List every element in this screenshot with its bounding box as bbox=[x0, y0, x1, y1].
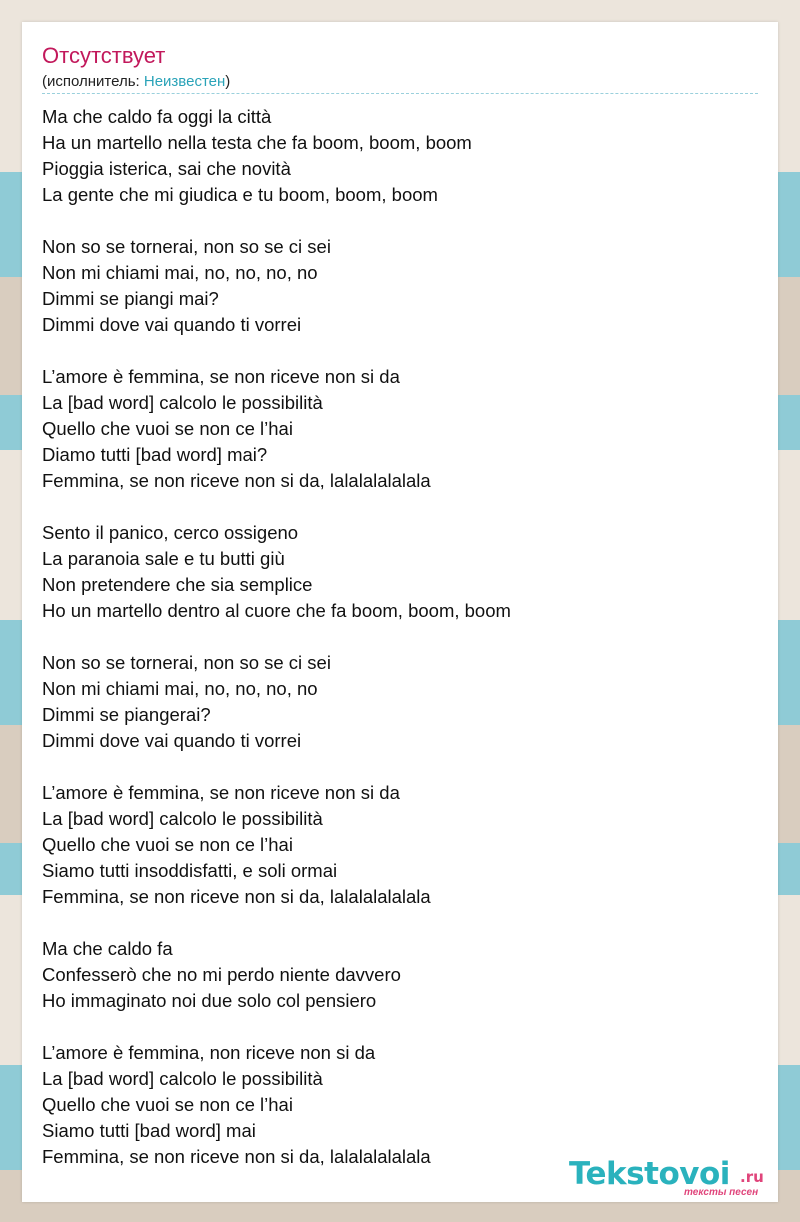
lyric-line: Ma che caldo fa bbox=[42, 938, 173, 959]
lyric-line: La paranoia sale e tu butti giù bbox=[42, 548, 285, 569]
lyric-line: Dimmi dove vai quando ti vorrei bbox=[42, 314, 302, 335]
lyric-line: Non pretendere che sia semplice bbox=[42, 574, 313, 595]
lyric-line: La [bad word] calcolo le possibilità bbox=[42, 1068, 323, 1089]
song-title: Отсутствует bbox=[42, 43, 166, 68]
lyric-line: Ho immaginato noi due solo col pensiero bbox=[42, 990, 377, 1011]
lyrics-text bbox=[42, 104, 758, 1170]
lyric-line: La [bad word] calcolo le possibilità bbox=[42, 392, 323, 413]
lyric-line: Dimmi se piangerai? bbox=[42, 704, 211, 725]
lyric-line: Sento il panico, cerco ossigeno bbox=[42, 522, 299, 543]
logo-tagline: тексты песен bbox=[684, 1187, 759, 1198]
lyric-line: Non so se tornerai, non so se ci sei bbox=[42, 236, 331, 257]
stanza-gap bbox=[42, 494, 758, 520]
lyric-line: Non so se tornerai, non so se ci sei bbox=[42, 652, 331, 673]
lyric-line: L’amore è femmina, se non riceve non si da bbox=[42, 366, 400, 387]
lyric-line: L’amore è femmina, se non riceve non si da bbox=[42, 782, 400, 803]
artist-suffix: ) bbox=[225, 73, 231, 90]
lyric-line: Femmina, se non riceve non si da, lalalalalalala bbox=[42, 886, 431, 907]
lyric-line: Femmina, se non riceve non si da, lalalalalalala bbox=[42, 470, 431, 491]
artist-link[interactable]: Неизвестен bbox=[143, 73, 226, 90]
lyric-line: Ha un martello nella testa che fa boom, boom, boom bbox=[42, 132, 472, 153]
stanza-gap bbox=[42, 338, 758, 364]
lyric-line: Siamo tutti insoddisfatti, e soli ormai bbox=[42, 860, 338, 881]
logo-tld: .ru bbox=[740, 1168, 764, 1186]
lyric-line: La [bad word] calcolo le possibilità bbox=[42, 808, 323, 829]
stanza-gap bbox=[42, 1014, 758, 1040]
lyric-line: La gente che mi giudica e tu boom, boom, boom bbox=[42, 184, 438, 205]
stanza-gap bbox=[42, 910, 758, 936]
lyric-line: Quello che vuoi se non ce l’hai bbox=[42, 1094, 293, 1115]
stanza-gap bbox=[42, 208, 758, 234]
stanza-gap bbox=[42, 624, 758, 650]
artist-line bbox=[42, 73, 230, 90]
artist-prefix: (исполнитель: bbox=[42, 73, 144, 90]
lyric-line: L’amore è femmina, non riceve non si da bbox=[42, 1042, 376, 1063]
lyric-line: Diamo tutti [bad word] mai? bbox=[42, 444, 268, 465]
lyric-line: Ho un martello dentro al cuore che fa boom, boom, boom bbox=[42, 600, 511, 621]
lyric-line: Siamo tutti [bad word] mai bbox=[42, 1120, 256, 1141]
lyric-line: Pioggia isterica, sai che novità bbox=[42, 158, 291, 179]
lyric-line: Femmina, se non riceve non si da, lalalalalalala bbox=[42, 1146, 431, 1167]
stanza-gap bbox=[42, 754, 758, 780]
lyric-line: Quello che vuoi se non ce l’hai bbox=[42, 418, 293, 439]
logo-wordmark: Tekstovoi bbox=[569, 1156, 730, 1192]
lyric-line: Dimmi dove vai quando ti vorrei bbox=[42, 730, 302, 751]
lyrics-card bbox=[22, 22, 778, 1202]
lyric-line: Dimmi se piangi mai? bbox=[42, 288, 219, 309]
title-divider bbox=[42, 93, 758, 94]
lyric-line: Ma che caldo fa oggi la città bbox=[42, 106, 272, 127]
site-logo[interactable] bbox=[569, 1156, 774, 1198]
lyric-line: Non mi chiami mai, no, no, no, no bbox=[42, 262, 318, 283]
lyric-line: Quello che vuoi se non ce l’hai bbox=[42, 834, 293, 855]
lyric-line: Non mi chiami mai, no, no, no, no bbox=[42, 678, 318, 699]
lyric-line: Confesserò che no mi perdo niente davvero bbox=[42, 964, 401, 985]
